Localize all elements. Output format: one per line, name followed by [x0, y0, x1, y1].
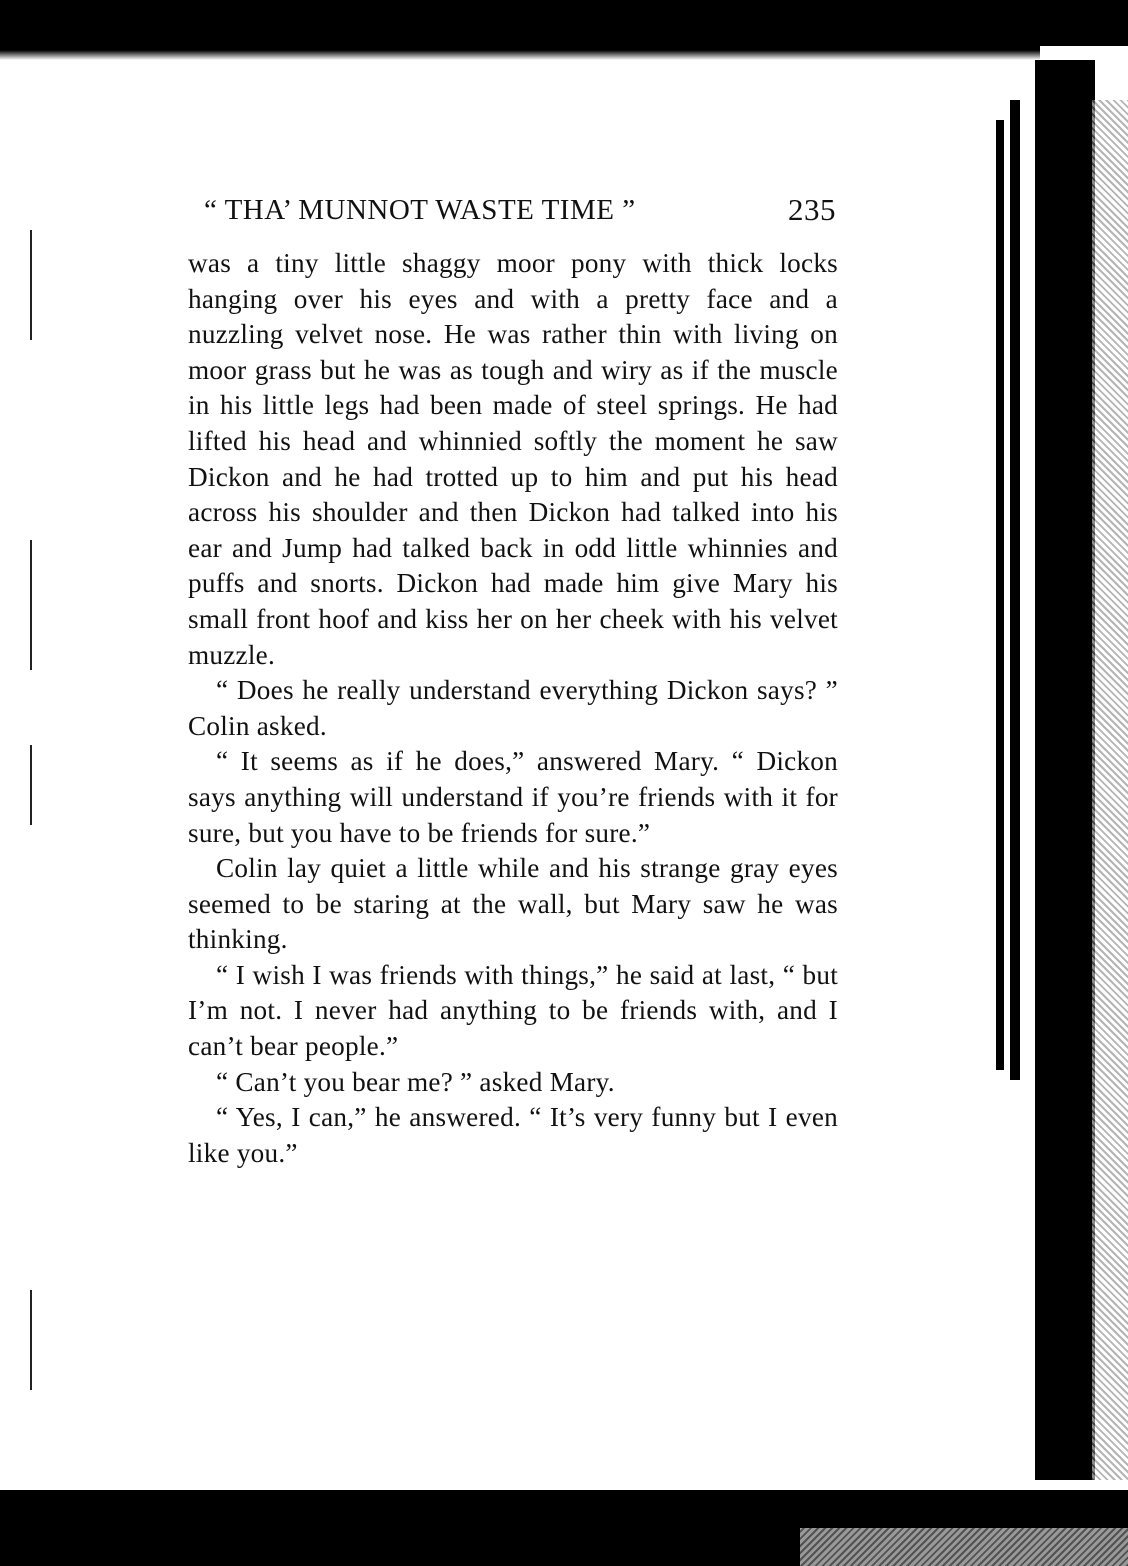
- page-number: 235: [788, 192, 836, 227]
- scan-border-top: [0, 0, 1128, 46]
- running-title: “ THA’ MUNNOT WASTE TIME ”: [204, 194, 636, 226]
- scan-border-right-line: [1010, 100, 1020, 1080]
- scan-border-top-edge: [0, 46, 1040, 60]
- paragraph: was a tiny little shaggy moor pony with thick locks hanging over his eyes and with a pretty face and a nuzzling velvet nose. He was rather thin with living on moor grass but he was as tough and wiry as if the muscle in his little legs had been made of steel springs. He had lifted his head and whinnied softly the moment he saw Dickon and he had trotted up to him and put his head across his shoulder and then Dickon had talked into his ear and Jump had talked back in odd little whinnies and puffs and snorts. Dickon had made him give Mary his small front hoof and kiss her on her cheek with his velvet muzzle.: [188, 248, 838, 670]
- scan-margin-mark: [30, 745, 32, 825]
- scan-border-right-line: [996, 120, 1004, 1070]
- paragraph: “ I wish I was friends with things,” he said at last, “ but I’m not. I never had anything to be friends with, and I can’t bear people.”: [188, 959, 838, 1062]
- scan-border-right: [1035, 60, 1095, 1480]
- body-text: [188, 246, 838, 1171]
- paragraph: Colin lay quiet a little while and his strange gray eyes seemed to be staring at the wall, but Mary saw he was thinking.: [188, 853, 838, 955]
- scan-noise-right: [1092, 100, 1128, 1480]
- scan-margin-mark: [30, 1290, 32, 1390]
- paragraph: “ Yes, I can,” he answered. “ It’s very funny but I even like you.”: [188, 1102, 838, 1168]
- paragraph: “ Does he really understand everything Dickon says? ” Colin asked.: [188, 675, 838, 741]
- scan-margin-mark: [30, 230, 32, 340]
- scan-margin-mark: [30, 540, 32, 670]
- running-head: [188, 190, 838, 246]
- book-page: [188, 190, 838, 1171]
- scan-noise-bottom: [800, 1528, 1128, 1566]
- paragraph: “ It seems as if he does,” answered Mary. “ Dickon says anything will understand if you’re friends with it for sure, but you have to be friends for sure.”: [188, 746, 838, 848]
- paragraph: “ Can’t you bear me? ” asked Mary.: [216, 1066, 615, 1097]
